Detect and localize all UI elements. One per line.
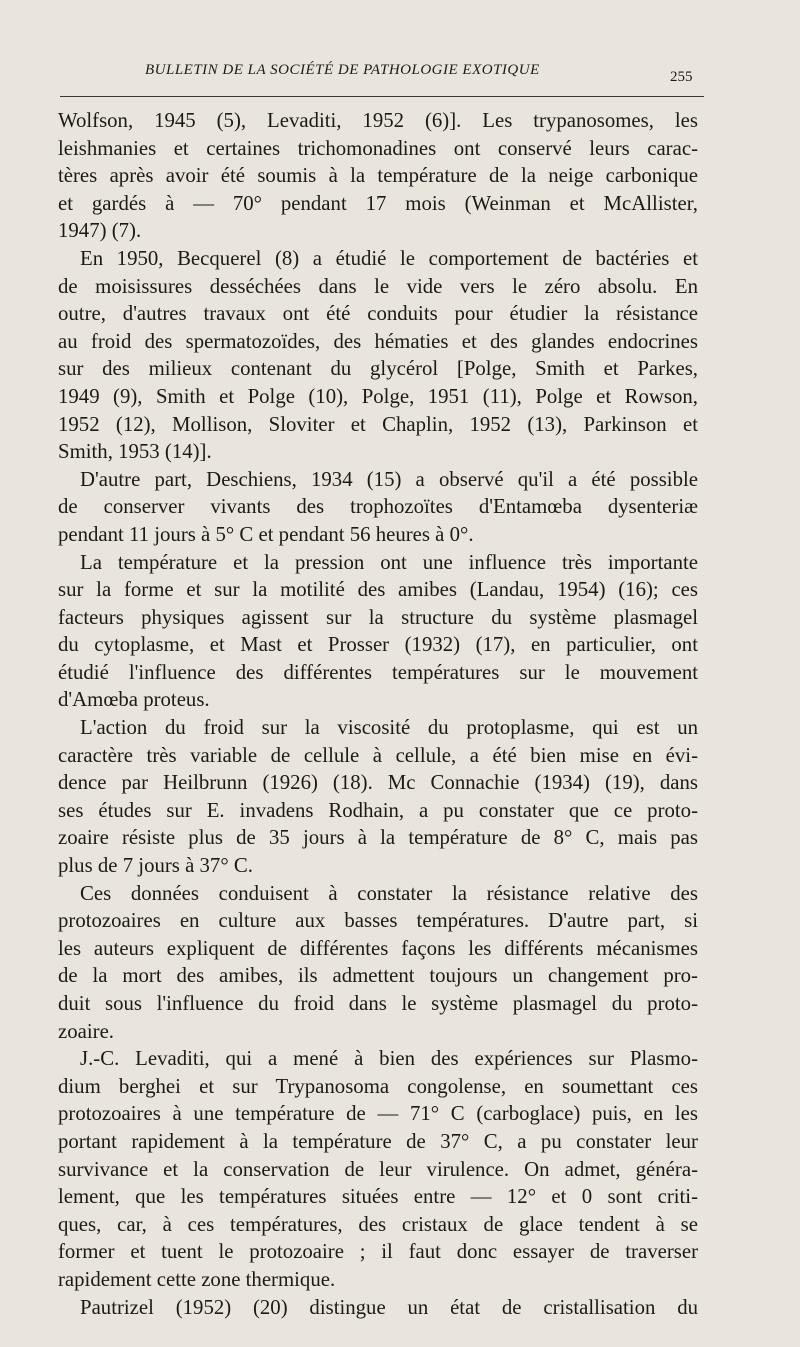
text-line: dium berghei et sur Trypanosoma congolense, en soumettant ces <box>58 1074 698 1098</box>
text-line: les auteurs expliquent de différentes façons les différents mécanismes <box>58 936 698 960</box>
text-line: Smith, 1953 (14)]. <box>58 440 212 464</box>
text-line: survivance et la conservation de leur virulence. On admet, généra- <box>58 1157 698 1181</box>
text-line: 1947) (7). <box>58 219 142 243</box>
text-line: zoaire résiste plus de 35 jours à la température de 8° C, mais pas <box>58 826 698 850</box>
text-line: du cytoplasme, et Mast et Prosser (1932) (17), en particulier, ont <box>58 633 698 657</box>
text-line: portant rapidement à la température de 37° C, a pu constater leur <box>58 1129 698 1153</box>
text-line: D'autre part, Deschiens, 1934 (15) a observé qu'il a été possible <box>80 467 698 491</box>
text-line: leishmanies et certaines trichomonadines ont conservé leurs carac- <box>58 136 698 160</box>
text-line: former et tuent le protozoaire ; il faut donc essayer de traverser <box>58 1240 698 1264</box>
text-line: plus de 7 jours à 37° C. <box>58 854 253 878</box>
text-line: et gardés à — 70° pendant 17 mois (Weinman et McAllister, <box>58 191 698 215</box>
text-line: 1952 (12), Mollison, Sloviter et Chaplin, 1952 (13), Parkinson et <box>58 412 698 436</box>
text-line: zoaire. <box>58 1019 114 1043</box>
page-number: 255 <box>670 69 693 85</box>
text-line: lement, que les températures situées entre — 12° et 0 sont criti- <box>58 1185 698 1209</box>
text-line: rapidement cette zone thermique. <box>58 1267 336 1291</box>
text-line: étudié l'influence des différentes températures sur le mouvement <box>58 660 698 684</box>
text-line: 1949 (9), Smith et Polge (10), Polge, 1951 (11), Polge et Rowson, <box>58 384 698 408</box>
text-line: de moisissures desséchées dans le vide vers le zéro absolu. En <box>58 274 698 298</box>
header-divider <box>60 96 704 97</box>
text-line: de conserver vivants des trophozoïtes d'Entamœba dysenteriæ <box>58 495 698 519</box>
text-line: outre, d'autres travaux ont été conduits pour étudier la résistance <box>58 302 698 326</box>
text-line: En 1950, Becquerel (8) a étudié le comportement de bactéries et <box>80 246 698 270</box>
text-line: facteurs physiques agissent sur la structure du système plasmagel <box>58 605 698 629</box>
text-line: J.-C. Levaditi, qui a mené à bien des expériences sur Plasmo- <box>80 1047 698 1071</box>
text-line: sur la forme et sur la motilité des amibes (Landau, 1954) (16); ces <box>58 578 698 602</box>
text-line: au froid des spermatozoïdes, des hématies et des glandes endocrines <box>58 329 698 353</box>
text-line: L'action du froid sur la viscosité du protoplasme, qui est un <box>80 716 698 740</box>
text-line: sur des milieux contenant du glycérol [Polge, Smith et Parkes, <box>58 357 698 381</box>
text-line: Wolfson, 1945 (5), Levaditi, 1952 (6)]. Les trypanosomes, les <box>58 109 698 132</box>
text-line: ques, car, à ces températures, des cristaux de glace tendent à se <box>58 1212 698 1236</box>
text-line: Pautrizel (1952) (20) distingue un état de cristallisation du <box>80 1295 698 1319</box>
text-line: protozoaires en culture aux basses températures. D'autre part, si <box>58 909 698 933</box>
text-line: pendant 11 jours à 5° C et pendant 56 heures à 0°. <box>58 522 474 546</box>
text-line: La température et la pression ont une influence très importante <box>80 550 698 574</box>
body-text <box>58 107 698 1321</box>
text-line: de la mort des amibes, ils admettent toujours un changement pro- <box>58 964 698 988</box>
text-line: protozoaires à une température de — 71° C (carboglace) puis, en les <box>58 1102 698 1126</box>
text-line: d'Amœba proteus. <box>58 688 210 712</box>
text-line: tères après avoir été soumis à la température de la neige carbonique <box>58 164 698 188</box>
text-line: Ces données conduisent à constater la résistance relative des <box>80 881 698 905</box>
text-line: dence par Heilbrunn (1926) (18). Mc Connachie (1934) (19), dans <box>58 771 698 795</box>
text-line: caractère très variable de cellule à cellule, a été bien mise en évi- <box>58 743 698 767</box>
text-line: ses études sur E. invadens Rodhain, a pu constater que ce proto- <box>58 798 698 822</box>
text-line: duit sous l'influence du froid dans le système plasmagel du proto- <box>58 992 698 1015</box>
running-header-title: BULLETIN DE LA SOCIÉTÉ DE PATHOLOGIE EXOTIQUE <box>145 62 540 78</box>
